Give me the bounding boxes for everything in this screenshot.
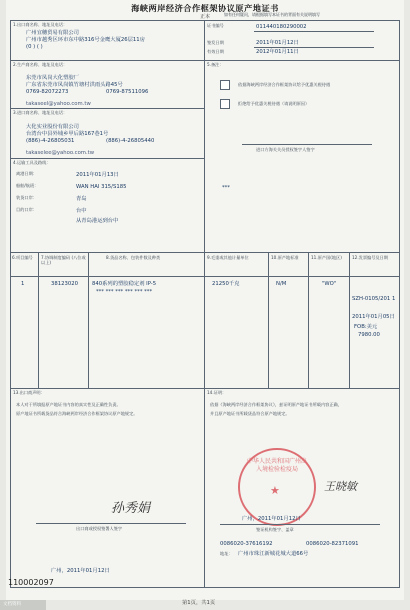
copy-type: 正本: [199, 14, 210, 20]
cert-address: 广州市珠江新城花城大道66号: [238, 551, 309, 557]
producer-tel: 0769-82072273: [26, 89, 69, 95]
exporter-tel: (0 ) ( ): [26, 44, 43, 50]
certificate-sheet: [6, 0, 404, 600]
reject-text: 拒绝给予优惠关税待遇（请说明原因）: [238, 101, 310, 106]
cert-no-label: 证书编号: [207, 23, 224, 28]
th-desc: 8.货品名称、包装件数及种类: [106, 255, 161, 260]
serial-number: 110002097: [8, 578, 54, 587]
importer-label: 3.进口商名称、地址及电话：: [13, 110, 68, 115]
transport-label: 4.运输工具及路线：: [13, 160, 51, 165]
th-criterion: 10.原产地标准: [271, 255, 299, 260]
remarks-mark: ***: [222, 185, 230, 191]
cert-tel: 0086020-37616192: [220, 541, 273, 547]
producer-address: 广东省东莞市凤岗镇竹塘村洪雨头路45号: [26, 82, 123, 88]
importer-email: takaselee@yahoo.com.tw: [26, 150, 95, 156]
certification-label: 14.证明：: [207, 390, 227, 395]
exporter-address: 广州市越秀区环市东中路316号金鹰大厦26层11房: [26, 37, 145, 43]
certification-date: 广州，2011年01月12日: [242, 516, 301, 522]
col-div-6: [349, 252, 350, 388]
cert-fax: 0086020-82371091: [306, 541, 359, 547]
importer-sig-line: [242, 144, 372, 145]
row-qty: 21250千克: [212, 281, 240, 287]
col-div-2: [88, 252, 89, 388]
th-invoice: 12.发票编号及日期: [352, 255, 388, 260]
section-13-top: [10, 388, 400, 389]
cert-no: 011440180290002: [256, 24, 307, 30]
page-indicator: 第1页，共1页: [182, 600, 216, 606]
loading-port-label: 装货口岸：: [16, 195, 37, 200]
row-invoice-no: SZH-0105/201 1: [352, 296, 396, 302]
footer-badge: 文档资料: [0, 600, 46, 610]
preferential-checkbox[interactable]: [220, 80, 230, 90]
col-div-5: [308, 252, 309, 388]
declaration-line2: 原产地证书所载货品符合海峡两岸经济合作框架协议原产地规定。: [16, 411, 138, 416]
declaration-line1: 本人对于所填报原产地证书内容的真实性及正确性负责。: [16, 402, 121, 407]
producer-name: 东莞市凤岗大化塑胶厂: [26, 75, 79, 81]
row-invoice-date: 2011年01月05日: [352, 314, 395, 320]
reject-checkbox[interactable]: [220, 99, 230, 109]
frame-top: [10, 20, 400, 21]
official-stamp: [238, 448, 316, 526]
importer-name: 大化实业股份有限公司: [26, 124, 79, 130]
importer-sig-label: 进口方海关关员授权签字人签字: [256, 147, 315, 152]
stamp-text: 中华人民共和国广州出入境检验检疫局: [246, 458, 307, 473]
fill-note: 如有任何疑问，请根据填写本证书的背面有关说明填写: [224, 12, 320, 17]
preferential-text: 依据海峡两岸经济合作框架协议给予优惠关税待遇: [238, 82, 331, 87]
th-qty: 9.毛重或其他计量单位: [207, 255, 249, 260]
row-hs: 38123020: [51, 281, 78, 287]
importer-address: 台湾台中县外埔乡甲后路167巷1号: [26, 131, 109, 137]
exporter-label: 1.出口商名称、地址及电话：: [13, 22, 68, 27]
vessel: WAN HAI 315/S185: [76, 184, 127, 190]
row-stars: *** *** *** *** *** ***: [96, 289, 153, 295]
row-fob-label: FOB:美元: [354, 324, 378, 330]
document-title: 海峡两岸经济合作框架协议原产地证书: [131, 3, 279, 13]
divider-2: [10, 108, 204, 109]
row-origin: "WO": [322, 281, 337, 287]
importer-fax: (886)-4-26805440: [106, 138, 155, 144]
departure-date-label: 离港日期：: [16, 171, 37, 176]
certification-line2: 并且原产地证书所载货品符合原产地规定。: [210, 411, 290, 416]
producer-label: 2.生产商名称、地址及电话：: [13, 62, 68, 67]
col-div-1: [38, 252, 39, 388]
frame-right: [399, 20, 400, 588]
issue-date-label: 签发日期: [207, 40, 224, 45]
exporter-sig-line: [36, 523, 186, 524]
frame-mid-top: [204, 20, 205, 252]
stamp-star-icon: ★: [270, 484, 280, 497]
departure-date: 2011年01月13日: [76, 172, 119, 178]
destination-port: 台中: [76, 208, 87, 214]
exporter-signature: 孙秀娟: [111, 501, 151, 516]
remarks-top-line: [204, 60, 399, 61]
remarks-label: 5.备注：: [207, 62, 224, 67]
table-header-bottom: [10, 276, 400, 277]
vessel-label: 船舶/航班：: [16, 183, 39, 188]
cert-sig-caption: 签证机构签字、盖章: [256, 527, 294, 532]
exporter-sig-caption: 出口商或授权签署人签字: [76, 526, 123, 531]
frame-bottom: [10, 587, 400, 588]
valid-date: 2012年01月11日: [256, 49, 299, 55]
th-item: 6.项目编号: [12, 255, 33, 260]
col-div-4: [268, 252, 269, 388]
row-item: 1: [21, 281, 25, 287]
importer-tel: (886)-4-26805031: [26, 138, 75, 144]
col-div-3: [204, 252, 205, 388]
row-desc: 840系列的塑胶稳定剂 IP-5: [92, 281, 157, 287]
certification-line1: 依据《海峡两岸经济合作框架协议》，兹证明原产地证书所载内容正确，: [210, 402, 342, 407]
divider-1: [10, 60, 204, 61]
destination-label: 目的口岸：: [16, 207, 37, 212]
producer-fax: 0769-87511096: [106, 89, 149, 95]
th-hs: 7.协调制度编码 (八位或以上): [41, 255, 86, 265]
th-origin: 11.原产国(地区): [311, 255, 342, 260]
declaration-label: 13.出口商声明：: [13, 390, 45, 395]
cert-no-underline: [254, 31, 374, 32]
exporter-name: 广州宜穗贸易有限公司: [26, 30, 79, 36]
row-fob-value: 7980.00: [358, 332, 380, 338]
route-text: 从青岛港运到台中: [76, 218, 119, 224]
loading-port: 青岛: [76, 196, 87, 202]
issue-date: 2011年01月12日: [256, 40, 299, 46]
cert-sig-line: [220, 524, 380, 525]
section-mid: [204, 388, 205, 588]
issue-date-underline: [254, 47, 374, 48]
cert-address-label: 地址：: [220, 551, 233, 556]
table-top: [10, 252, 400, 253]
row-criterion: N/M: [276, 281, 287, 287]
divider-3: [10, 158, 204, 159]
declaration-place-date: 广州，2011年01月12日: [51, 568, 110, 574]
official-signature: 王晓敏: [324, 480, 357, 493]
frame-left: [10, 20, 11, 588]
producer-email: takaseel@yahoo.com.tw: [26, 101, 91, 107]
valid-date-label: 有效日期: [207, 49, 224, 54]
